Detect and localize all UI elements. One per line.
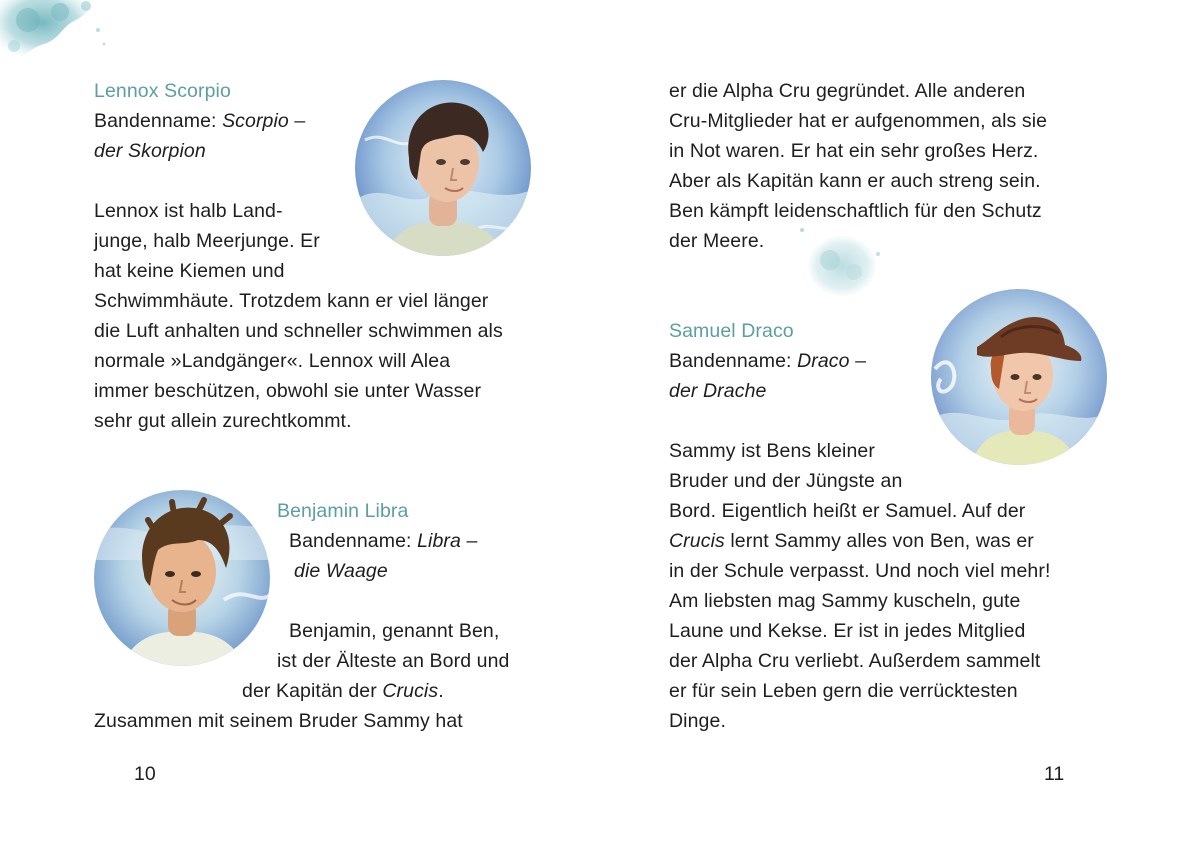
right-page — [600, 0, 1200, 851]
band-meaning-text: der Skorpion — [94, 140, 206, 162]
text-line: Benjamin, genannt Ben, — [289, 620, 500, 642]
ship-name: Crucis — [382, 680, 439, 702]
band-meaning-text: der Drache — [669, 380, 767, 402]
text-line: junge, halb Meerjunge. Er — [94, 230, 320, 252]
text-line: Laune und Kekse. Er ist in jedes Mitglied — [669, 620, 1026, 642]
band-name: Scorpio – — [222, 110, 306, 132]
text-line: er die Alpha Cru gegründet. Alle anderen — [669, 80, 1026, 102]
text-line: in Not waren. Er hat ein sehr großes Herz. — [669, 140, 1039, 162]
text-span: . — [438, 680, 444, 702]
text-line: die Luft anhalten und schneller schwimmen als — [94, 320, 503, 342]
band-label: Bandenname: — [289, 530, 412, 552]
portrait-lennox-image — [355, 80, 531, 256]
text-line: hat keine Kiemen und — [94, 260, 285, 282]
character-name-lennox: Lennox Scorpio — [94, 80, 231, 102]
band-meaning — [294, 556, 388, 586]
text-line — [669, 526, 1034, 556]
text-line: Schwimmhäute. Trotzdem kann er viel länger — [94, 290, 489, 312]
band-meaning — [94, 136, 206, 166]
page-number-left: 10 — [134, 763, 156, 785]
text-line: er für sein Leben gern die verrücktesten — [669, 680, 1018, 702]
character-name-benjamin: Benjamin Libra — [277, 500, 409, 522]
band-label: Bandenname: — [669, 350, 792, 372]
portrait-benjamin-image — [94, 490, 270, 666]
band-name: Draco – — [797, 350, 867, 372]
page-number-right: 11 — [1044, 763, 1065, 785]
text-line: Cru-Mitglieder hat er aufgenommen, als sie — [669, 110, 1048, 132]
text-line: Bruder und der Jüngste an — [669, 470, 903, 492]
band-meaning — [669, 376, 766, 406]
band-name-line — [94, 106, 305, 136]
watercolor-splash-icon — [790, 224, 890, 300]
text-line: sehr gut allein zurechtkommt. — [94, 410, 352, 432]
text-line: normale »Landgänger«. Lennox will Alea — [94, 350, 451, 372]
text-line: Ben kämpft leidenschaftlich für den Schutz — [669, 200, 1042, 222]
text-line: Aber als Kapitän kann er auch streng sein. — [669, 170, 1041, 192]
text-line: Bord. Eigentlich heißt er Samuel. Auf der — [669, 500, 1026, 522]
text-line — [242, 676, 444, 706]
band-name-line — [289, 526, 477, 556]
text-span: lernt Sammy alles von Ben, was er — [724, 530, 1034, 552]
text-line: der Alpha Cru verliebt. Außerdem sammelt — [669, 650, 1041, 672]
text-line: immer beschützen, obwohl sie unter Wasser — [94, 380, 482, 402]
text-line: Zusammen mit seinem Bruder Sammy hat — [94, 710, 463, 732]
text-line: Dinge. — [669, 710, 726, 732]
text-span: der Kapitän der — [242, 680, 383, 702]
band-label: Bandenname: — [94, 110, 217, 132]
portrait-samuel-image — [931, 289, 1107, 465]
character-name-samuel: Samuel Draco — [669, 320, 794, 342]
text-line: Am liebsten mag Sammy kuscheln, gute — [669, 590, 1021, 612]
text-line: Lennox ist halb Land- — [94, 200, 283, 222]
text-line: ist der Älteste an Bord und — [277, 650, 510, 672]
ship-name: Crucis — [669, 530, 725, 552]
band-name: Libra – — [417, 530, 478, 552]
text-line: der Meere. — [669, 230, 765, 252]
text-line: in der Schule verpasst. Und noch viel mehr! — [669, 560, 1051, 582]
text-line: Sammy ist Bens kleiner — [669, 440, 875, 462]
band-meaning-text: die Waage — [294, 560, 388, 582]
band-name-line — [669, 346, 866, 376]
